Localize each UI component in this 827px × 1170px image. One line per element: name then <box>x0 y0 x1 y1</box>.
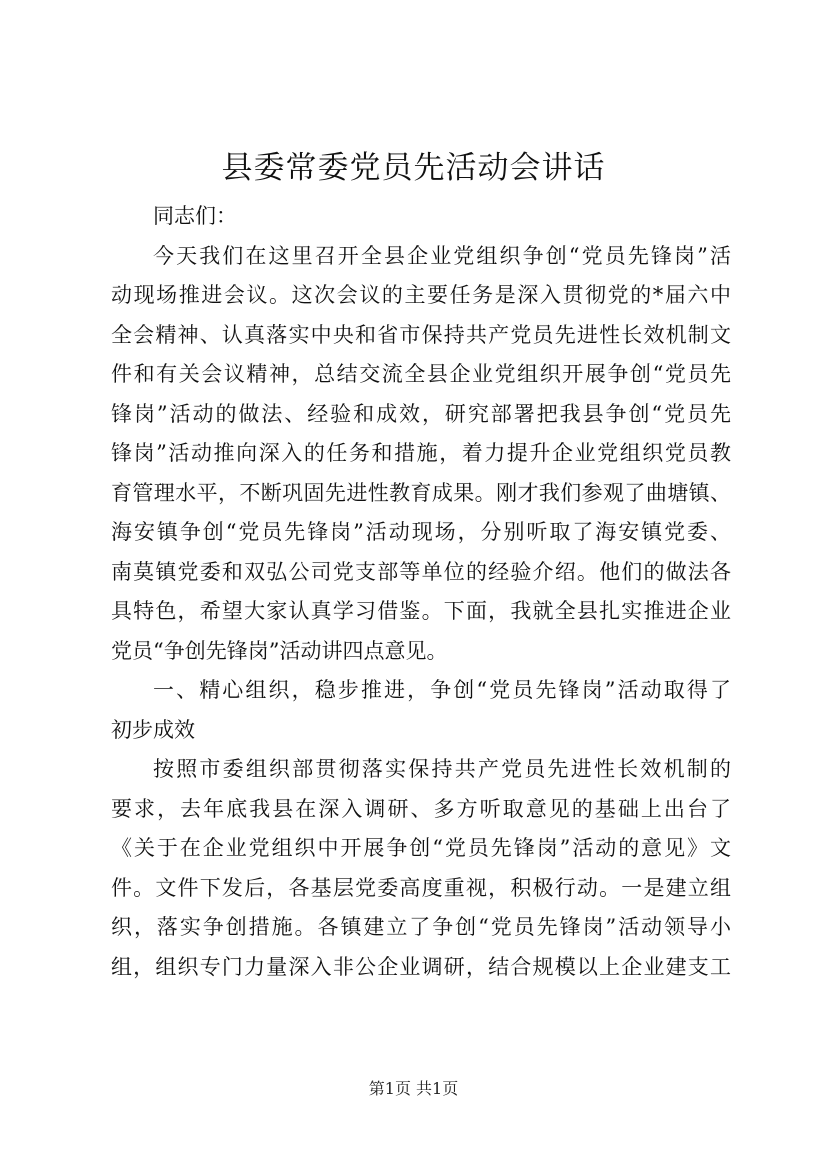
page-number-footer: 第1页 共1页 <box>368 1079 459 1098</box>
text-line: 按照市委组织部贯彻落实保持共产党员先进性长效机制的 <box>153 757 731 781</box>
text-line: 《关于在企业党组织中开展争创“党员先锋岗”活动的意见》文 <box>111 836 731 860</box>
text-line: 件。文件下发后，各基层党委高度重视，积极行动。一是建立组 <box>111 875 731 900</box>
text-line: 育管理水平，不断巩固先进性教育成果。刚才我们参观了曲塘镇、 <box>111 480 731 505</box>
text-line: 南莫镇党委和双弘公司党支部等单位的经验介绍。他们的做法各 <box>111 559 731 584</box>
text-line: 锋岗”活动的做法、经验和成效，研究部署把我县争创“党员先 <box>111 401 731 426</box>
text-line: 件和有关会议精神，总结交流全县企业党组织开展争创“党员先 <box>111 362 731 386</box>
text-line: 织，落实争创措施。各镇建立了争创“党员先锋岗”活动领导小 <box>111 915 731 939</box>
text-line: 全会精神、认真落实中央和省市保持共产党员先进性长效机制文 <box>111 322 731 347</box>
text-line: 组，组织专门力量深入非公企业调研，结合规模以上企业建支工 <box>111 954 731 979</box>
text-line: 具特色，希望大家认真学习借鉴。下面，我就全县扎实推进企业 <box>111 599 731 623</box>
text-line: 动现场推进会议。这次会议的主要任务是深入贯彻党的*届六中 <box>111 283 731 307</box>
text-line: 要求，去年底我县在深入调研、多方听取意见的基础上出台了 <box>111 796 731 821</box>
document-title: 县委常委党员先活动会讲话 <box>221 150 606 186</box>
document-body <box>111 197 731 987</box>
text-line: 锋岗”活动推向深入的任务和措施，着力提升企业党组织党员教 <box>111 441 731 465</box>
text-line: 海安镇争创“党员先锋岗”活动现场，分别听取了海安镇党委、 <box>111 520 731 544</box>
text-line: 今天我们在这里召开全县企业党组织争创“党员先锋岗”活 <box>153 243 731 268</box>
section-heading-line: 一、精心组织，稳步推进，争创“党员先锋岗”活动取得了 <box>153 678 731 702</box>
text-line-salutation: 同志们： <box>153 204 237 228</box>
section-heading-line: 初步成效 <box>111 717 195 742</box>
text-line: 党员“争创先锋岗”活动讲四点意见。 <box>111 638 448 663</box>
